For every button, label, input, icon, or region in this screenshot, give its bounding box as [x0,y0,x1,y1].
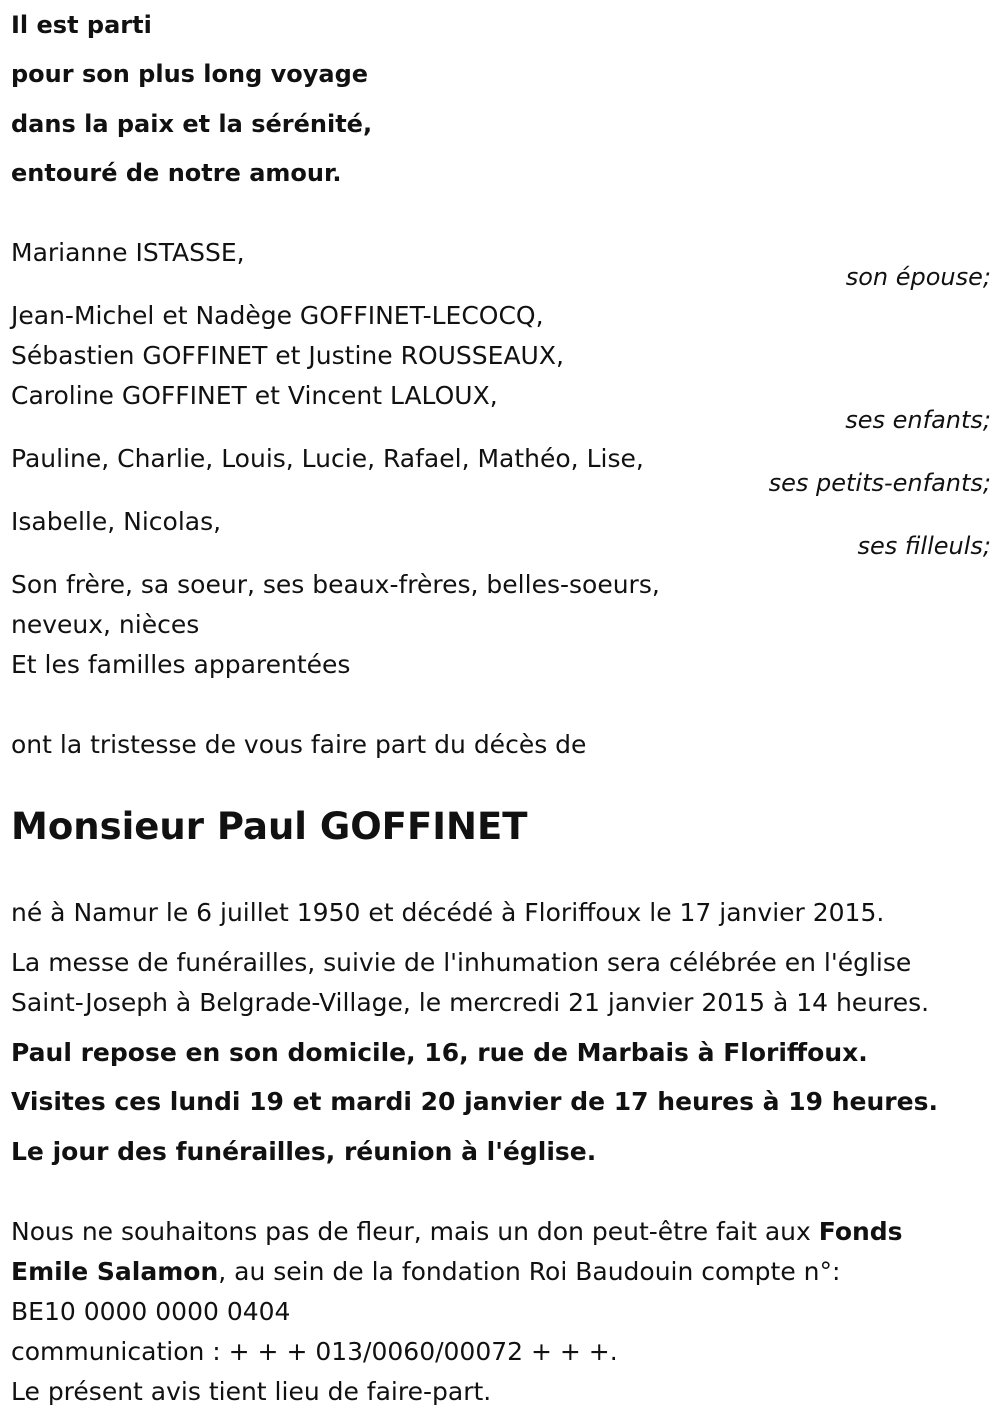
other-relatives: Son frère, sa soeur, ses beaux-frères, belles-soeurs, [11,570,660,599]
closing-note: Le présent avis tient lieu de faire-part. [11,1377,492,1406]
donation-line [11,1257,840,1287]
other-relatives: Et les familles apparentées [11,650,351,679]
child-name: Caroline GOFFINET et Vincent LALOUX, [11,381,498,410]
donation-line [11,1217,903,1247]
birth-death-line: né à Namur le 6 juillet 1950 et décédé à Floriffoux le 17 janvier 2015. [11,898,885,927]
funeral-details: La messe de funérailles, suivie de l'inhumation sera célébrée en l'église [11,948,912,977]
donation-text: Nous ne souhaitons pas de fleur, mais un don peut-être fait aux [11,1217,819,1246]
rest-location: Paul repose en son domicile, 16, rue de Marbais à Floriffoux. [11,1038,868,1067]
fund-name: Emile Salamon [11,1257,219,1286]
announcement-text: ont la tristesse de vous faire part du décès de [11,730,587,759]
poem-line: Il est parti [11,11,152,39]
other-relatives: neveux, nièces [11,610,200,639]
spouse-name: Marianne ISTASSE, [11,238,245,267]
children-role: ses enfants; [845,406,991,434]
funeral-meeting: Le jour des funérailles, réunion à l'église. [11,1137,597,1166]
poem-line: pour son plus long voyage [11,60,369,88]
deceased-name: Monsieur Paul GOFFINET [11,805,528,848]
spouse-role: son épouse; [845,263,991,291]
grandchildren-names: Pauline, Charlie, Louis, Lucie, Rafael, Mathéo, Lise, [11,444,644,473]
poem-line: entouré de notre amour. [11,159,342,187]
fund-name: Fonds [818,1217,903,1246]
poem-line: dans la paix et la sérénité, [11,110,373,138]
donation-text: , au sein de la fondation Roi Baudouin compte n°: [218,1257,841,1286]
grandchildren-role: ses petits-enfants; [768,469,991,497]
child-name: Jean-Michel et Nadège GOFFINET-LECOCQ, [11,301,544,330]
funeral-details: Saint-Joseph à Belgrade-Village, le mercredi 21 janvier 2015 à 14 heures. [11,988,930,1017]
visiting-hours: Visites ces lundi 19 et mardi 20 janvier de 17 heures à 19 heures. [11,1087,938,1116]
godchildren-role: ses filleuls; [857,532,991,560]
payment-communication: communication : + + + 013/0060/00072 + + +. [11,1337,618,1366]
godchildren-names: Isabelle, Nicolas, [11,507,222,536]
child-name: Sébastien GOFFINET et Justine ROUSSEAUX, [11,341,564,370]
bank-account: BE10 0000 0000 0404 [11,1297,291,1326]
